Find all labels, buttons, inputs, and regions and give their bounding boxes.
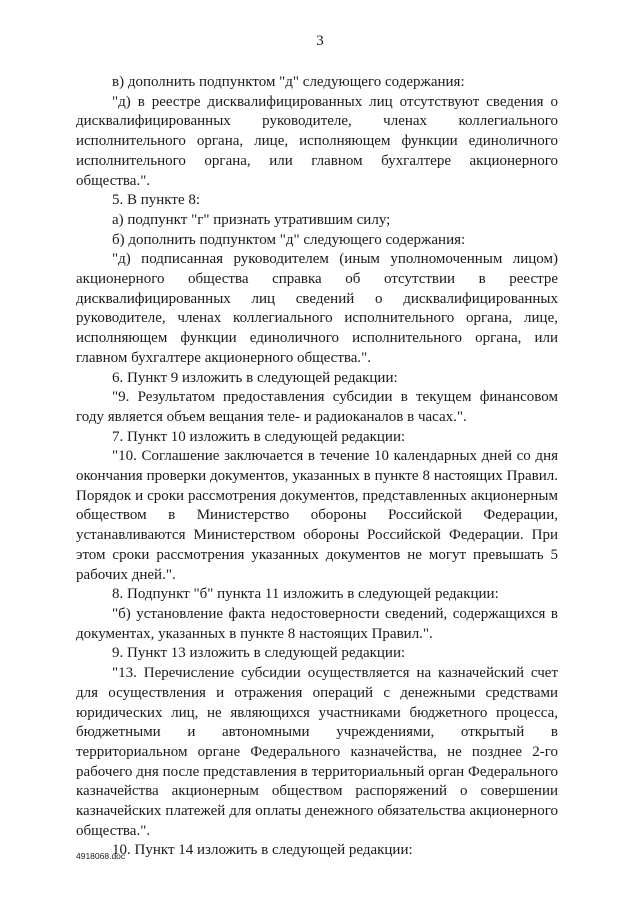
paragraph-quote-9: "9. Результатом предоставления субсидии в текущем финансовом году является объем вещания теле- и радиоканалов в часах.". [76, 389, 558, 425]
paragraph-item-9: 9. Пункт 13 изложить в следующей редакции: [112, 645, 406, 662]
paragraph-item-6: 6. Пункт 9 изложить в следующей редакции: [112, 369, 398, 386]
paragraph-quote-13: "13. Перечисление субсидии осуществляется на казначейский счет для осуществления и отражения операций с денежными средствами юридических лиц, не являющихся участниками бюджетного процесса, бюджетными и автономными учреждениями, открытый в территориальном органе Федерального казначейства, не позднее 2-го рабочего дня после представления в территориальный орган Федерального казначейства акционерным обществом распоряжений о совершении казначейских платежей для оплаты денежного обязательства акционерного общества.". [76, 665, 558, 839]
paragraph-subitem-v: в) дополнить подпунктом "д" следующего содержания: [112, 74, 465, 90]
paragraph-item-7: 7. Пункт 10 изложить в следующей редакции: [112, 428, 406, 445]
document-body [76, 73, 558, 861]
paragraph-item-10: 10. Пункт 14 изложить в следующей редакции: [112, 842, 413, 859]
paragraph-subitem-b: б) дополнить подпунктом "д" следующего содержания: [112, 231, 466, 248]
page-number: 3 [316, 33, 324, 49]
paragraph-quote-b: "б) установление факта недостоверности сведений, содержащихся в документах, указанных в пункте 8 настоящих Правил.". [76, 605, 558, 642]
paragraph-item-5: 5. В пункте 8: [112, 192, 201, 209]
paragraph-subitem-a: а) подпункт "г" признать утратившим силу; [112, 211, 391, 228]
paragraph-quote-d-certificate: "д) подписанная руководителем (иным уполномоченным лицом) акционерного общества справка об отсутствии в реестре дисквалифицированных лиц сведений о дисквалифицированных руководителе, членах коллегиального исполнительного органа, лице, исполняющем функции единоличного исполнительного органа, или главном бухгалтере акционерного общества.". [76, 251, 558, 366]
document-filename: 4918068.doc [76, 851, 126, 861]
paragraph-quote-d-registry: "д) в реестре дисквалифицированных лиц отсутствуют сведения о дисквалифицированных руководителе, членах коллегиального исполнительного органа, лице, исполняющем функции единоличного исполнительного органа, или главном бухгалтере акционерного общества.". [76, 93, 558, 189]
paragraph-quote-10: "10. Соглашение заключается в течение 10 календарных дней со дня окончания проверки документов, указанных в пункте 8 настоящих Правил. Порядок и сроки рассмотрения документов, представленных акционерным обществом в Министерство обороны Российской Федерации, устанавливаются Министерством обороны Российской Федерации. При этом сроки рассмотрения указанных документов не могут превышать 5 рабочих дней.". [76, 448, 558, 583]
paragraph-item-8: 8. Подпункт "б" пункта 11 изложить в следующей редакции: [112, 586, 499, 603]
